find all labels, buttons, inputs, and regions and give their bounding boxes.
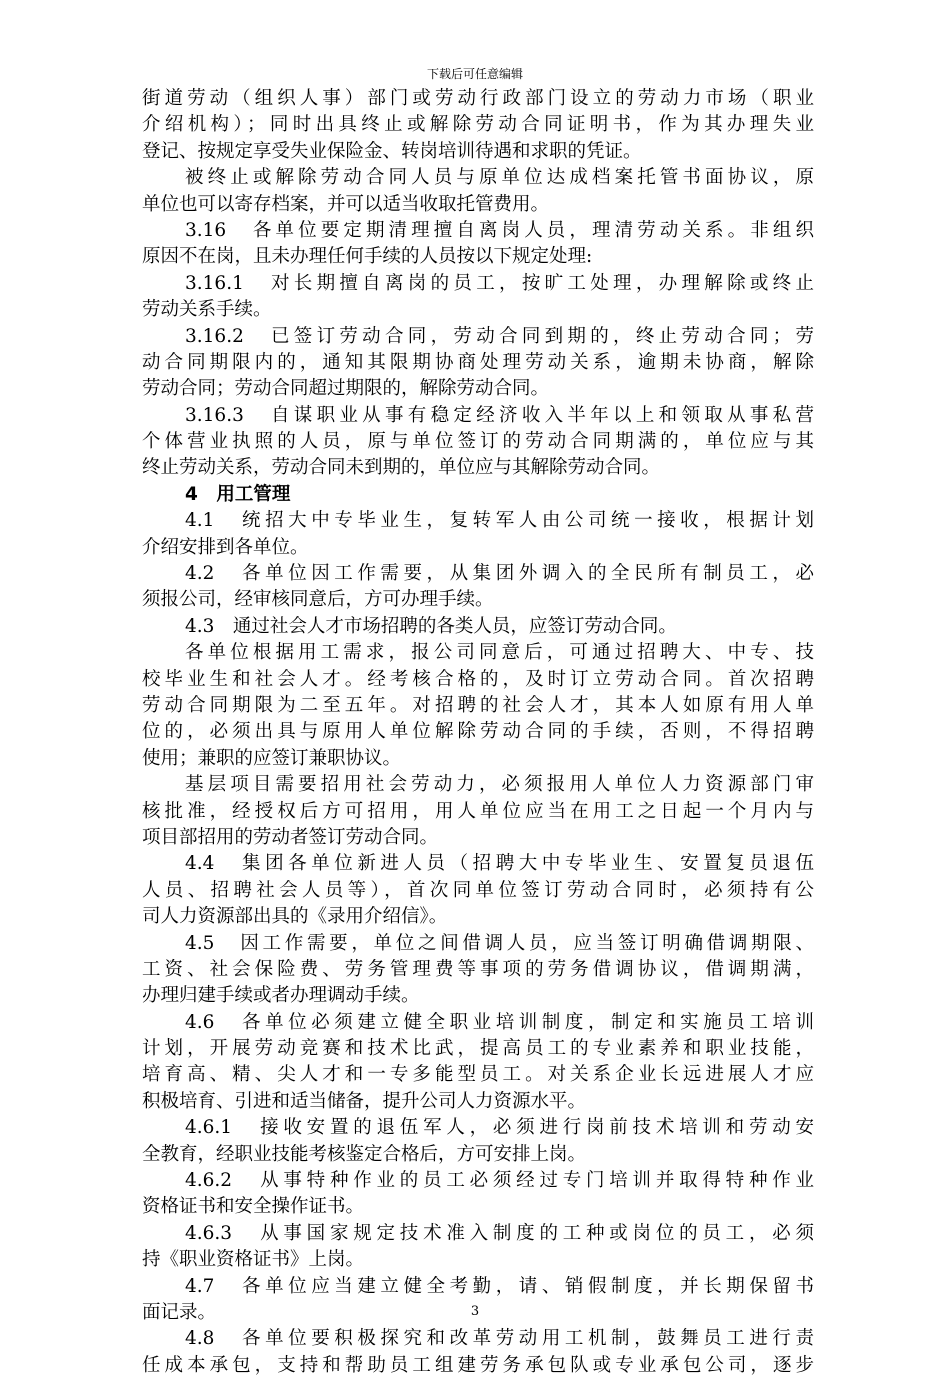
text-line: 3.16.3 自谋职业从事有稳定经济收入半年以上和领取从事私营 xyxy=(185,404,814,426)
text-line: 劳动合同期限为二至五年。对招聘的社会人才，其本人如原有用人单 xyxy=(142,694,814,716)
text-line: 4.5 因工作需要，单位之间借调人员，应当签订明确借调期限、 xyxy=(185,932,814,954)
text-line: 办理归建手续或者办理调动手续。 xyxy=(142,985,420,1007)
text-line: 单位也可以寄存档案，并可以适当收取托管费用。 xyxy=(142,193,550,215)
text-line: 任成本承包，支持和帮助员工组建劳务承包队或专业承包公司，逐步 xyxy=(142,1354,814,1376)
text-line: 面记录。 xyxy=(142,1301,217,1323)
text-line: 工资、社会保险费、劳务管理费等事项的劳务借调协议，借调期满， xyxy=(142,958,814,980)
text-line: 须报公司，经审核同意后，方可办理手续。 xyxy=(142,589,494,611)
text-line: 动合同期限内的，通知其限期协商处理劳动关系，逾期未协商，解除 xyxy=(142,351,814,373)
text-line: 4.6 各单位必须建立健全职业培训制度，制定和实施员工培训 xyxy=(185,1011,814,1033)
text-line: 3.16.2 已签订劳动合同，劳动合同到期的，终止劳动合同；劳 xyxy=(185,325,814,347)
text-line: 4.6.2 从事特种作业的员工必须经过专门培训并取得特种作业 xyxy=(185,1170,814,1192)
page-header: 下载后可任意编辑 xyxy=(426,67,523,81)
text-line: 4.7 各单位应当建立健全考勤，请、销假制度，并长期保留书 xyxy=(185,1275,814,1297)
text-line: 计划，开展劳动竞赛和技术比武，提高员工的专业素养和职业技能， xyxy=(142,1038,814,1060)
text-line: 登记、按规定享受失业保险金、转岗培训待遇和求职的凭证。 xyxy=(142,140,642,162)
text-line: 介绍安排到各单位。 xyxy=(142,536,309,558)
text-line: 被终止或解除劳动合同人员与原单位达成档案托管书面协议，原 xyxy=(185,167,814,189)
text-line: 4.2 各单位因工作需要，从集团外调入的全民所有制员工，必 xyxy=(185,563,814,585)
text-line: 劳动关系手续。 xyxy=(142,299,272,321)
text-line: 终止劳动关系，劳动合同未到期的，单位应与其解除劳动合同。 xyxy=(142,457,661,479)
text-line: 4.6.1 接收安置的退伍军人，必须进行岗前技术培训和劳动安 xyxy=(185,1117,814,1139)
text-line: 位的，必须出具与原用人单位解除劳动合同的手续，否则，不得招聘 xyxy=(142,721,814,743)
text-line: 4.4 集团各单位新进人员（招聘大中专毕业生、安置复员退伍 xyxy=(185,853,814,875)
text-line: 4.3 通过社会人才市场招聘的各类人员，应签订劳动合同。 xyxy=(185,615,677,637)
text-line: 街道劳动（组织人事）部门或劳动行政部门设立的劳动力市场（职业 xyxy=(142,88,814,109)
text-line: 使用；兼职的应签订兼职协议。 xyxy=(142,747,402,769)
text-line: 培育高、精、尖人才和一专多能型员工。对关系企业长远进展人才应 xyxy=(142,1064,814,1086)
page-number: 3 xyxy=(470,1304,480,1319)
text-line: 积极培育、引进和适当储备，提升公司人力资源水平。 xyxy=(142,1090,587,1112)
text-line: 基层项目需要招用社会劳动力，必须报用人单位人力资源部门审 xyxy=(185,774,814,796)
text-line: 全教育，经职业技能考核鉴定合格后，方可安排上岗。 xyxy=(142,1143,587,1165)
document-body xyxy=(142,86,814,1379)
text-line: 持《职业资格证书》上岗。 xyxy=(142,1249,365,1271)
text-line: 3.16 各单位要定期清理擅自离岗人员，理清劳动关系。非组织 xyxy=(185,219,814,241)
text-line: 司人力资源部出具的《录用介绍信》。 xyxy=(142,906,448,928)
text-line: 各单位根据用工需求，报公司同意后，可通过招聘大、中专、技 xyxy=(185,642,814,664)
text-line: 项目部招用的劳动者签订劳动合同。 xyxy=(142,826,439,848)
text-line: 劳动合同；劳动合同超过期限的，解除劳动合同。 xyxy=(142,378,550,400)
text-line: 核批准，经授权后方可招用，用人单位应当在用工之日起一个月内与 xyxy=(142,800,814,822)
text-line: 资格证书和安全操作证书。 xyxy=(142,1196,365,1218)
text-line: 3.16.1 对长期擅自离岗的员工，按旷工处理，办理解除或终止 xyxy=(185,272,814,294)
text-line: 4.6.3 从事国家规定技术准入制度的工种或岗位的员工，必须 xyxy=(185,1222,814,1244)
text-line: 原因不在岗，且未办理任何手续的人员按以下规定处理: xyxy=(142,246,593,268)
section-heading: 4 用工管理 xyxy=(185,483,291,505)
text-line: 个体营业执照的人员，原与单位签订的劳动合同期满的，单位应与其 xyxy=(142,431,814,453)
text-line: 4.8 各单位要积极探究和改革劳动用工机制，鼓舞员工进行责 xyxy=(185,1328,814,1350)
text-line: 校毕业生和社会人才。经考核合格的，及时订立劳动合同。首次招聘 xyxy=(142,668,814,690)
text-line: 4.1 统招大中专毕业生，复转军人由公司统一接收，根据计划 xyxy=(185,510,814,532)
text-line: 介绍机构）；同时出具终止或解除劳动合同证明书，作为其办理失业 xyxy=(142,114,814,136)
text-line: 人员、招聘社会人员等），首次同单位签订劳动合同时，必须持有公 xyxy=(142,879,814,901)
